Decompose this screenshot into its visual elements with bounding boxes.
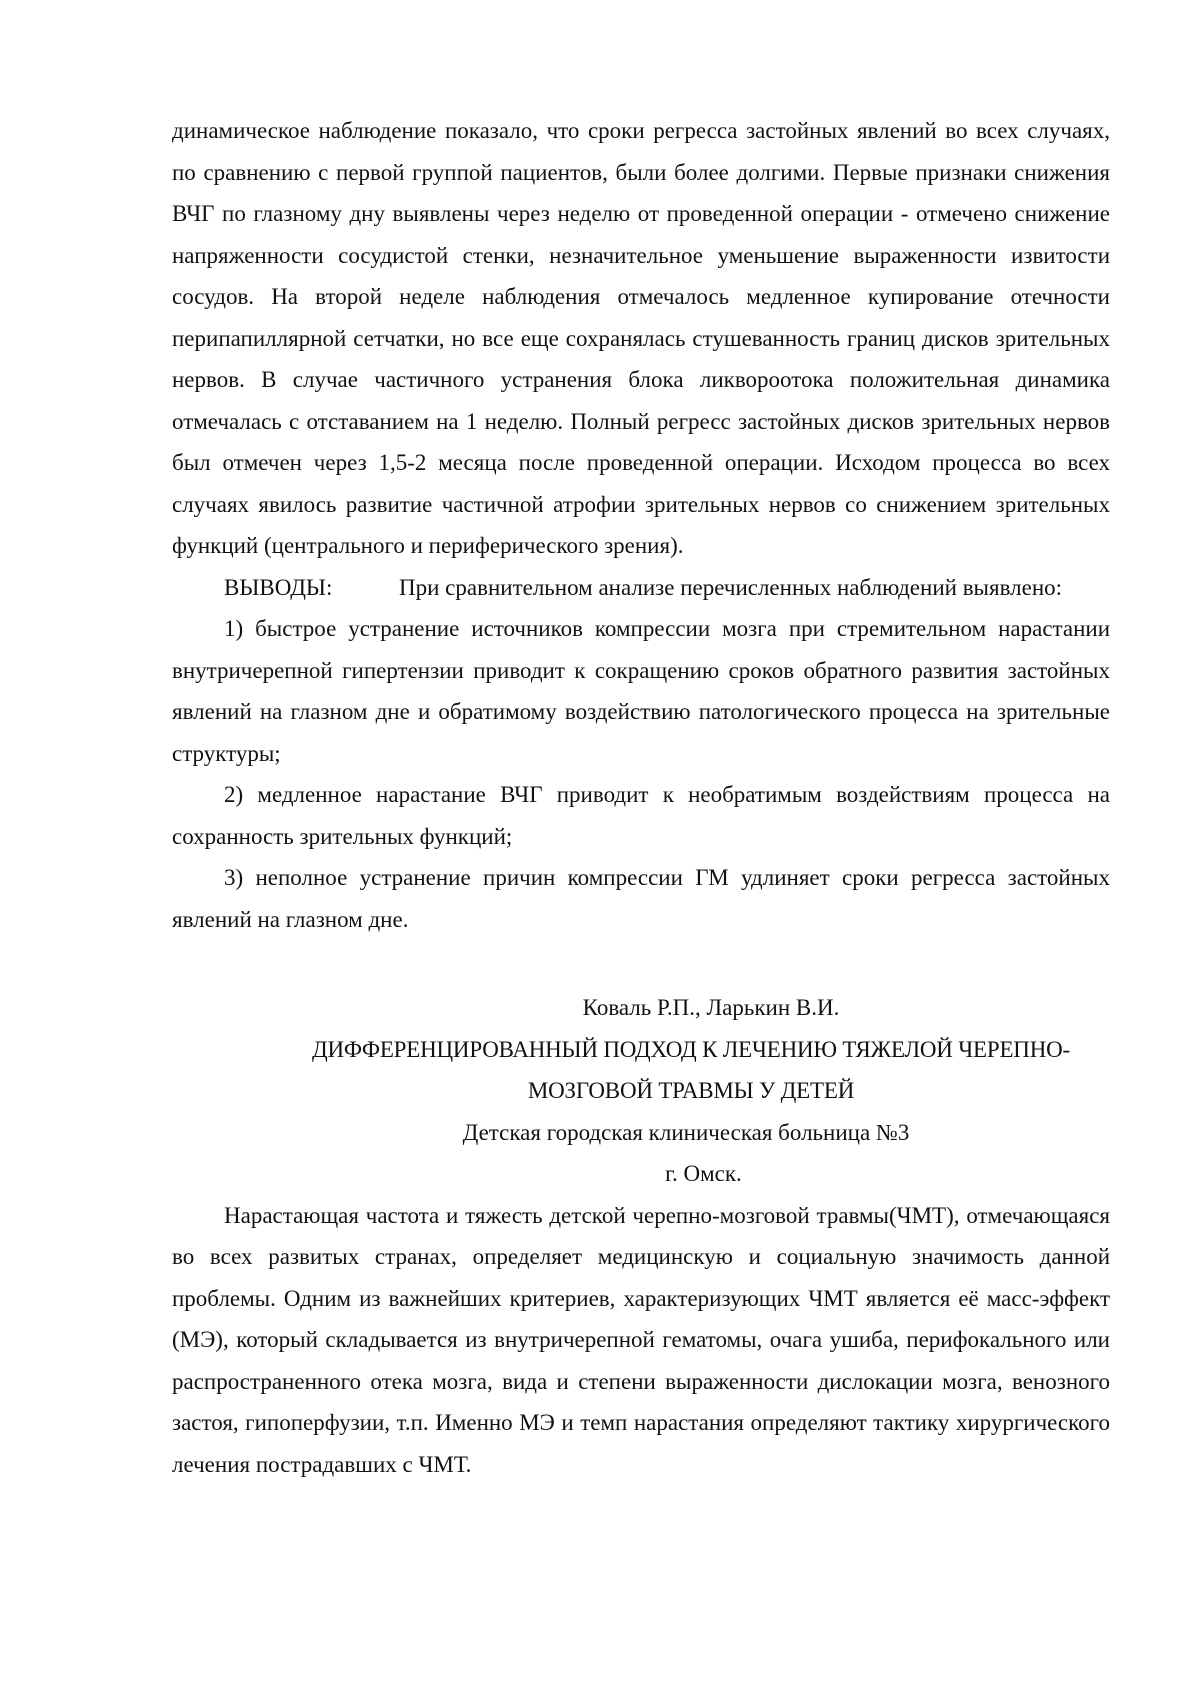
article-city: г. Омск.: [665, 1161, 742, 1186]
article-affiliation: Детская городская клиническая больница №3: [462, 1119, 910, 1145]
section-spacer: [172, 940, 1110, 987]
article-intro-paragraph: Нарастающая частота и тяжесть детской черепно-мозговой травмы(ЧМТ), отмечающаяся во всех развитых странах, определяет медицинскую и социальную значимость данной проблемы. Одним из важнейших критериев, характеризующих ЧМТ является её масс-эффект (МЭ), который складывается из внутричерепной гематомы, очага ушиба, перифокального или распространенного отека мозга, вида и степени выраженности дислокации мозга, венозного застоя, гипоперфузии, т.п. Именно МЭ и темп нарастания определяют тактику хирургического лечения пострадавших с ЧМТ.: [172, 1202, 1110, 1477]
article-title-line-2: МОЗГОВОЙ ТРАВМЫ У ДЕТЕЙ: [527, 1078, 855, 1103]
conclusion-item-2: 2) медленное нарастание ВЧГ приводит к необратимым воздействиям процесса на сохранность зрительных функций;: [172, 782, 1110, 849]
conclusions-intro: При сравнительном анализе перечисленных наблюдений выявлено:: [399, 574, 1063, 600]
continuation-paragraph: динамическое наблюдение показало, что сроки регресса застойных явлений во всех случаях, по сравнению с первой группой пациентов, были более долгими. Первые признаки снижения ВЧГ по глазному дну выявлены через неделю от проведенной операции - отмечено снижение напряженности сосудистой стенки, незначительное уменьшение выраженности извитости сосудов. На второй неделе наблюдения отмечалось медленное купирование отечности перипапиллярной сетчатки, но все еще сохранялась стушеванность границ дисков зрительных нервов. В случае частичного устранения блока ликвороотока положительная динамика отмечалась с отставанием на 1 неделю. Полный регресс застойных дисков зрительных нервов был отмечен через 1,5-2 месяца после проведенной операции. Исходом процесса во всех случаях явилось развитие частичной атрофии зрительных нервов со снижением зрительных функций (центрального и периферического зрения).: [172, 118, 1110, 558]
conclusions-heading: [172, 567, 1110, 609]
conclusion-item-1: 1) быстрое устранение источников компрессии мозга при стремительном нарастании внутричерепной гипертензии приводит к сокращению сроков обратного развития застойных явлений на глазном дне и обратимому воздействию патологического процесса на зрительные структуры;: [172, 616, 1110, 766]
conclusion-item-3: 3) неполное устранение причин компрессии ГМ удлиняет сроки регресса застойных явлений на глазном дне.: [172, 865, 1110, 932]
document-page: [172, 110, 1110, 1485]
conclusions-label: ВЫВОДЫ:: [224, 574, 333, 600]
article-title-line-1: ДИФФЕРЕНЦИРОВАННЫЙ ПОДХОД К ЛЕЧЕНИЮ ТЯЖЕЛОЙ ЧЕРЕПНО-: [311, 1036, 1070, 1062]
article-authors: Коваль Р.П., Ларькин В.И.: [582, 995, 840, 1020]
